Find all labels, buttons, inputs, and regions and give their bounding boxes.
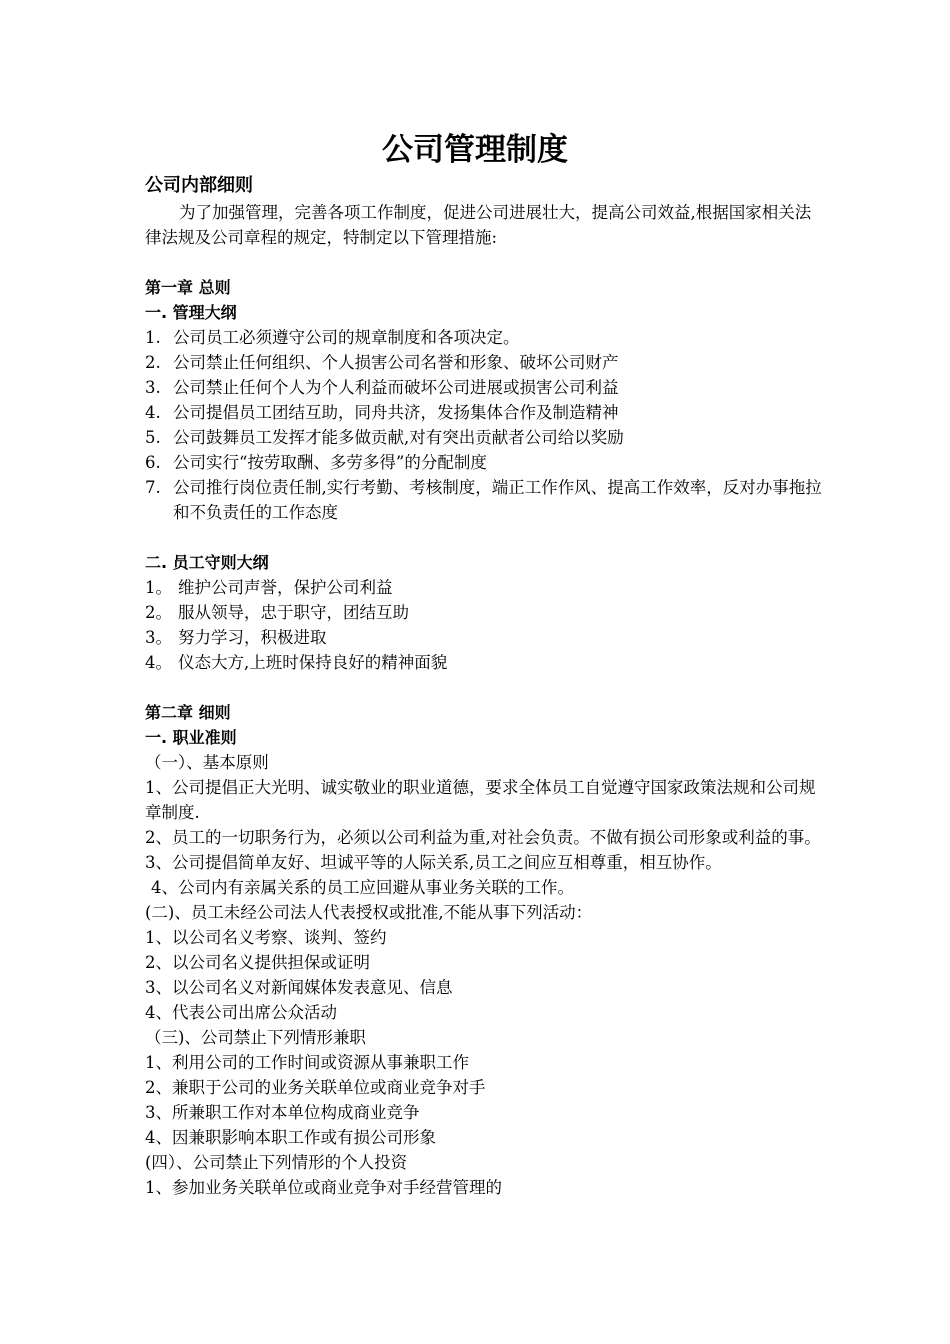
list-text: 仪态大方,上班时保持良好的精神面貌 (178, 653, 448, 672)
paragraph-line: (四）、公司禁止下列情形的个人投资 (145, 1153, 408, 1172)
list-item (145, 575, 825, 600)
paragraph-line: 2、以公司名义提供担保或证明 (145, 953, 370, 972)
paragraph-line: 1、参加业务关联单位或商业竞争对手经营管理的 (145, 1178, 502, 1197)
list-text: 公司禁止任何个人为个人利益而破坏公司进展或损害公司利益 (173, 378, 619, 397)
list-number: 2。 (145, 603, 172, 622)
paragraph-line: 1、公司提倡正大光明、诚实敬业的职业道德，要求全体员工自觉遵守国家政策法规和公司规章制度. (145, 778, 816, 822)
list-text: 维护公司声誉，保护公司利益 (178, 578, 393, 597)
chapter2-heading: 第二章 细则 (145, 703, 231, 722)
section-code-heading: 二. 员工守则大纲 (145, 553, 269, 572)
paragraph-line: （一）、基本原则 (145, 753, 269, 772)
document-title: 公司管理制度 (382, 132, 568, 168)
paragraph-line: 4、代表公司出席公众活动 (145, 1003, 337, 1022)
paragraph-line: 2、兼职于公司的业务关联单位或商业竞争对手 (145, 1078, 486, 1097)
list-text: 公司提倡员工团结互助，同舟共济，发扬集体合作及制造精神 (173, 403, 619, 422)
paragraph-line: 1、利用公司的工作时间或资源从事兼职工作 (145, 1053, 469, 1072)
list-item (145, 600, 825, 625)
list-item (145, 475, 825, 525)
document-subtitle: 公司内部细则 (145, 175, 253, 196)
list-number: 6. (145, 453, 161, 472)
list-number: 4。 (145, 653, 172, 672)
list-text: 努力学习，积极进取 (178, 628, 327, 647)
intro-paragraph: 为了加强管理，完善各项工作制度，促进公司进展壮大，提高公司效益,根据国家相关法律法规及公司章程的规定，特制定以下管理措施: (145, 203, 812, 247)
list-item (145, 375, 825, 400)
spacer (145, 525, 825, 550)
list-text: 公司员工必须遵守公司的规章制度和各项决定。 (173, 328, 520, 347)
paragraph-line: (二)、员工未经公司法人代表授权或批准,不能从事下列活动： (145, 903, 593, 922)
spacer (145, 675, 825, 700)
list-number: 3. (145, 378, 161, 397)
paragraph-line: 3、以公司名义对新闻媒体发表意见、信息 (145, 978, 453, 997)
list-item (145, 325, 825, 350)
list-item (145, 350, 825, 375)
list-text: 公司鼓舞员工发挥才能多做贡献,对有突出贡献者公司给以奖励 (173, 428, 624, 447)
paragraph-line: 3、公司提倡简单友好、坦诚平等的人际关系,员工之间应互相尊重，相互协作。 (145, 853, 722, 872)
paragraph-line: 3、所兼职工作对本单位构成商业竞争 (145, 1103, 420, 1122)
paragraph-line: 4、因兼职影响本职工作或有损公司形象 (145, 1128, 436, 1147)
list-number: 7. (145, 478, 161, 497)
list-item (145, 450, 825, 475)
list-number: 4. (145, 403, 161, 422)
paragraph-line: 4、公司内有亲属关系的员工应回避从事业务关联的工作。 (151, 878, 574, 897)
section-professional-heading: 一. 职业准则 (145, 728, 237, 747)
paragraph-line: 1、以公司名义考察、谈判、签约 (145, 928, 387, 947)
list-item (145, 425, 825, 450)
list-item (145, 650, 825, 675)
list-text: 公司禁止任何组织、个人损害公司名誉和形象、破坏公司财产 (173, 353, 619, 372)
spacer (145, 250, 825, 275)
list-item (145, 625, 825, 650)
list-text: 服从领导，忠于职守，团结互助 (178, 603, 409, 622)
paragraph-line: 2、员工的一切职务行为，必须以公司利益为重,对社会负责。不做有损公司形象或利益的事。 (145, 828, 821, 847)
list-item (145, 400, 825, 425)
section-management-heading: 一. 管理大纲 (145, 303, 237, 322)
list-number: 1. (145, 328, 161, 347)
list-number: 3。 (145, 628, 172, 647)
document-body (145, 172, 825, 1200)
list-text: 公司推行岗位责任制,实行考勤、考核制度，端正工作作风、提高工作效率，反对办事拖拉和不负责任的工作态度 (173, 478, 822, 522)
list-number: 2. (145, 353, 161, 372)
paragraph-line: （三)、公司禁止下列情形兼职 (145, 1028, 366, 1047)
list-text: 公司实行“按劳取酬、多劳多得”的分配制度 (173, 453, 487, 472)
chapter1-heading: 第一章 总则 (145, 278, 231, 297)
list-number: 1。 (145, 578, 172, 597)
list-number: 5. (145, 428, 161, 447)
